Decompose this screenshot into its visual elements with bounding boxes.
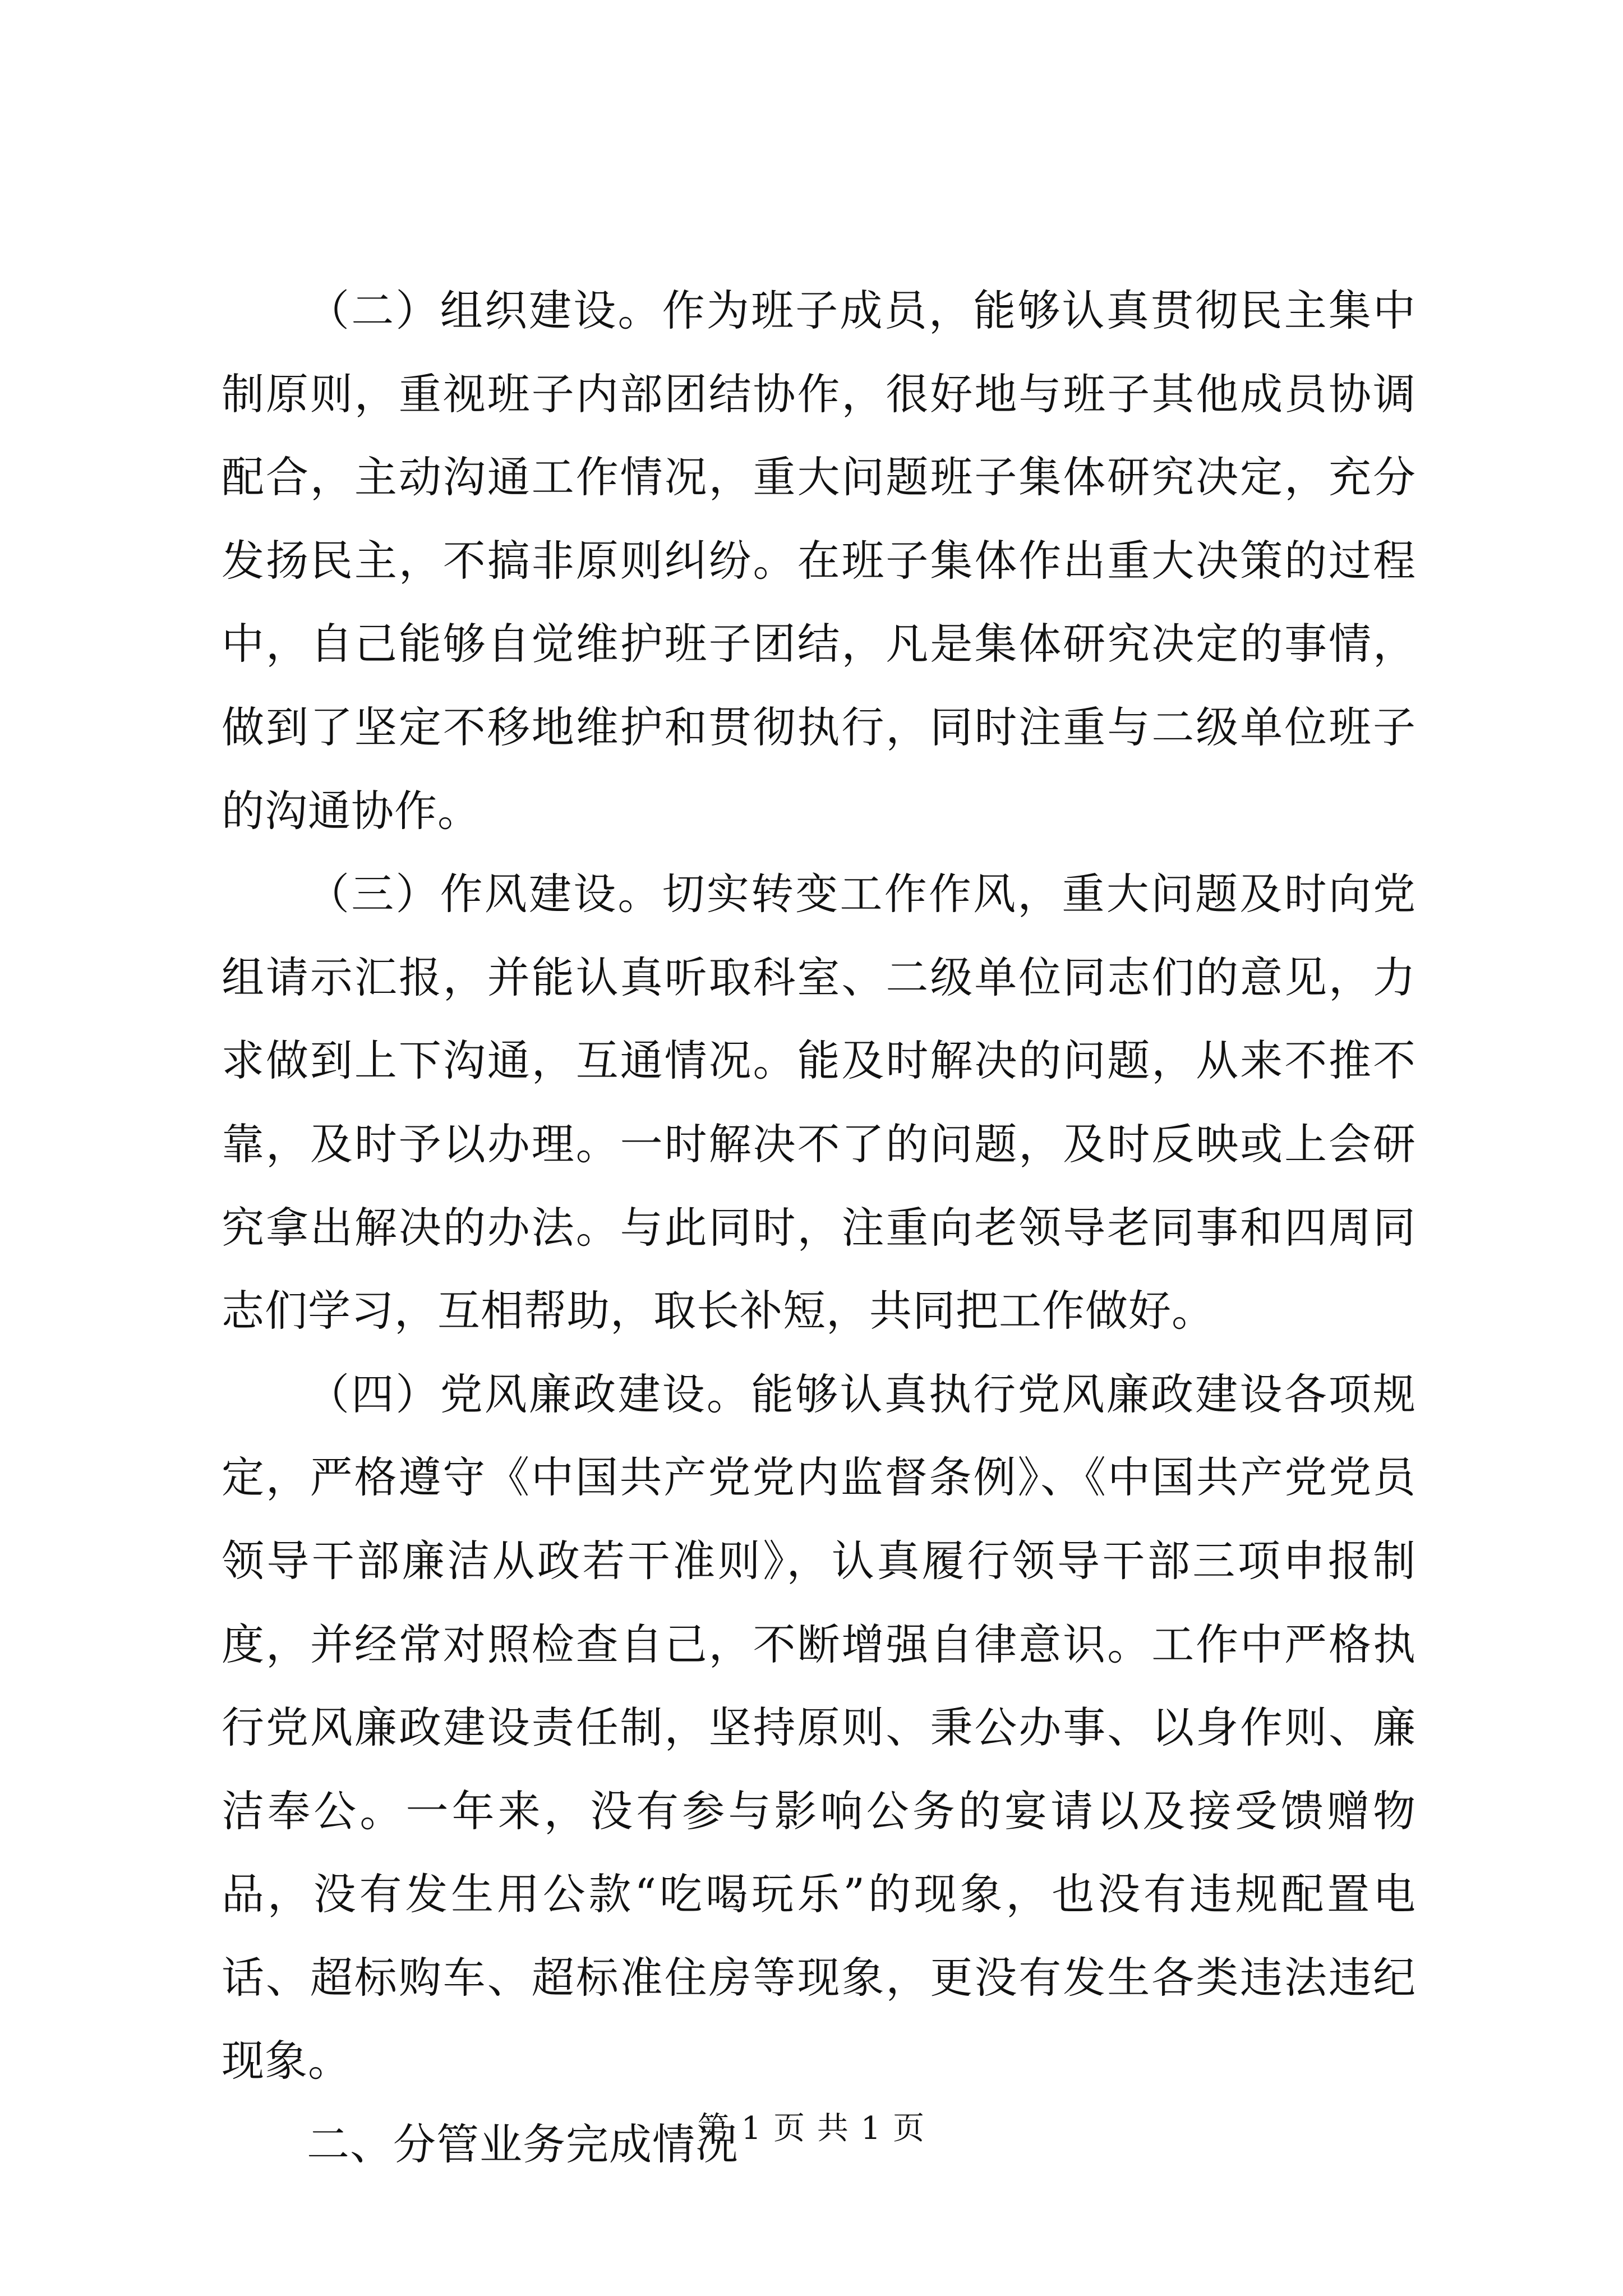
page-footer: 第 1 页 共 1 页 (697, 2110, 926, 2147)
section-heading: 二、分管业务完成情况 (307, 2119, 739, 2170)
paragraph-work-style-building: （三）作风建设。切实转变工作作风，重大问题及时向党组请示汇报，并能认真听取科室、二级单位同志们的意见，力求做到上下沟通，互通情况。能及时解决的问题，从来不推不靠，及时予以办理。一时解决不了的问题，及时反映或上会研究拿出解决的办法。与此同时，注重向老领导老同事和四周同志们学习，互相帮助，取长补短，共同把工作做好。 (222, 869, 1416, 1336)
paragraph-integrity-building: （四）党风廉政建设。能够认真执行党风廉政建设各项规定，严格遵守《中国共产党党内监督条例》、《中国共产党党员领导干部廉洁从政若干准则》，认真履行领导干部三项申报制度，并经常对照检查自己，不断增强自律意识。工作中严格执行党风廉政建设责任制，坚持原则、秉公办事、以身作则、廉洁奉公。一年来，没有参与影响公务的宴请以及接受馈赠物品，没有发生用公款“吃喝玩乐”的现象，也没有违规配置电话、超标购车、超标准住房等现象，更没有发生各类违法违纪现象。 (222, 1369, 1416, 2086)
paragraph-organization-building: （二）组织建设。作为班子成员，能够认真贯彻民主集中制原则，重视班子内部团结协作，很好地与班子其他成员协调配合，主动沟通工作情况，重大问题班子集体研究决定，充分发扬民主，不搞非原则纠纷。在班子集体作出重大决策的过程中，自己能够自觉维护班子团结，凡是集体研究决定的事情，做到了坚定不移地维护和贯彻执行，同时注重与二级单位班子的沟通协作。 (222, 286, 1416, 836)
document-body (222, 269, 1416, 2187)
